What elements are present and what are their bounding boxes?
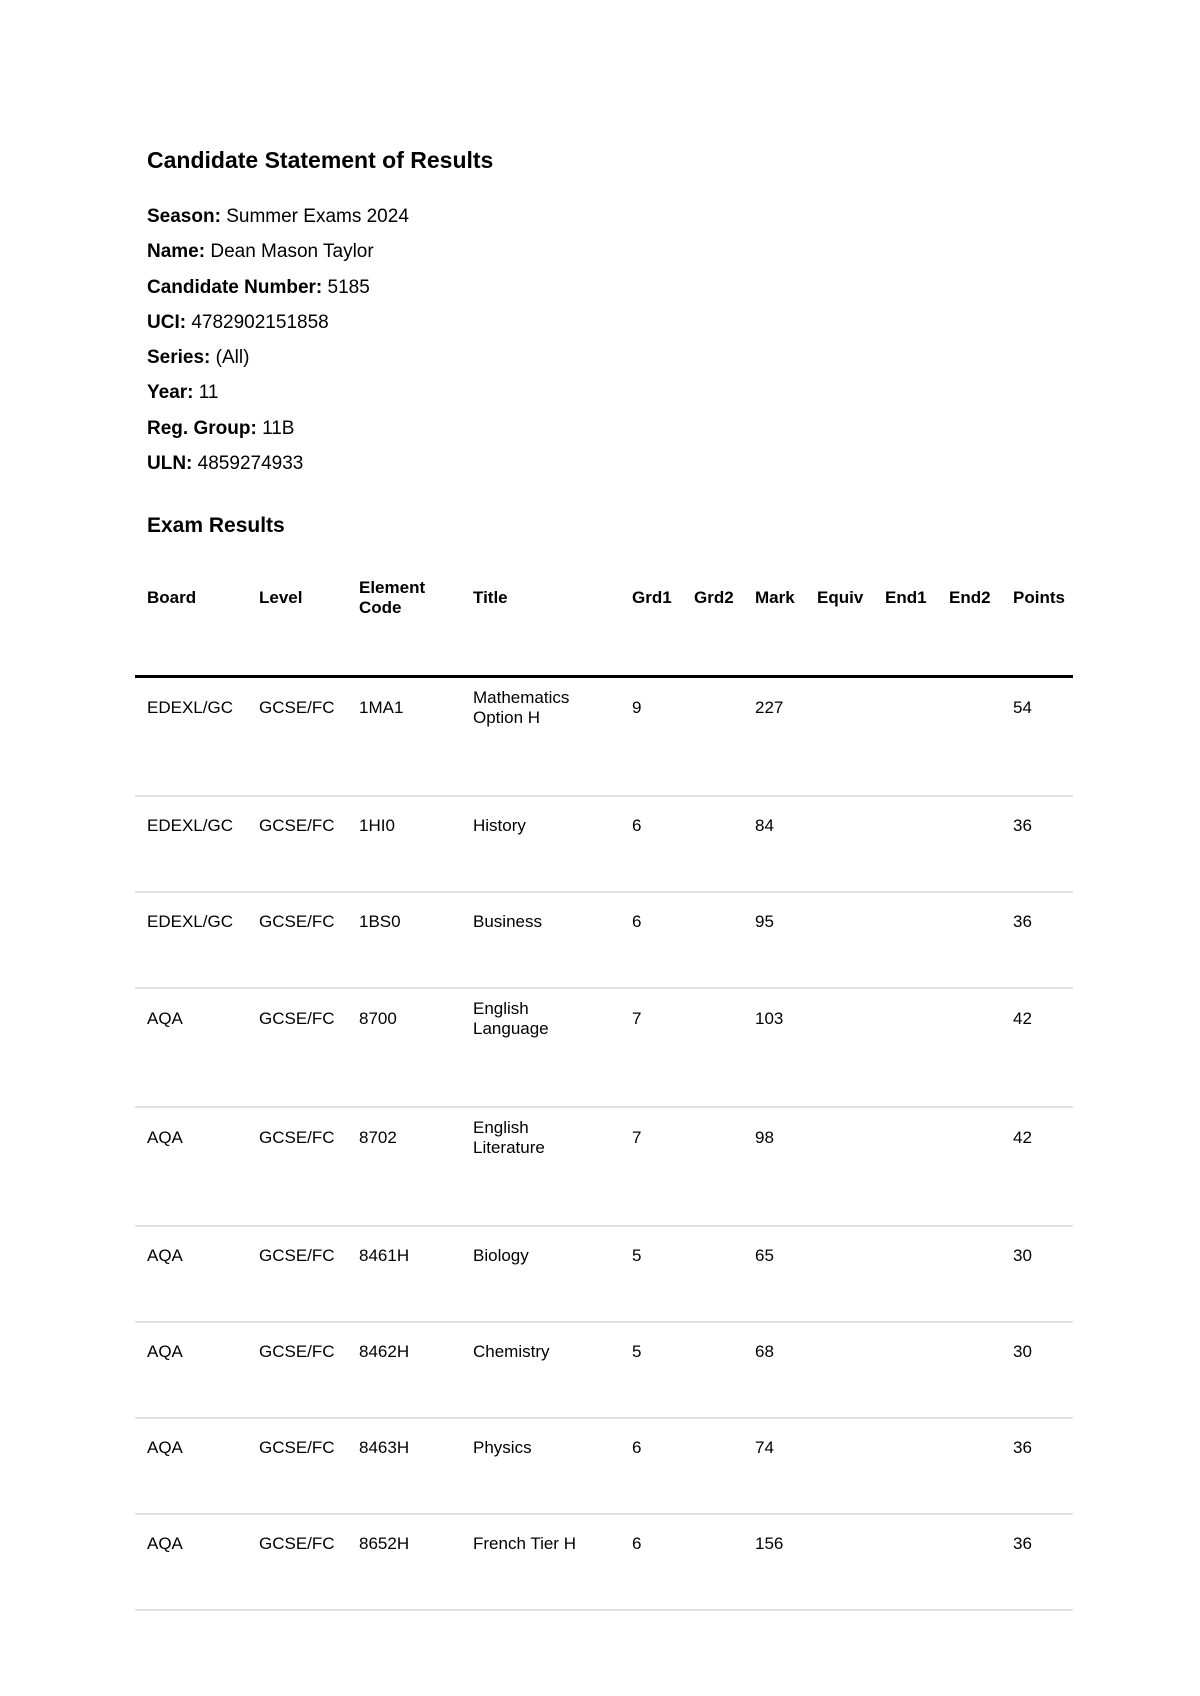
points-cell: 54: [1013, 697, 1032, 717]
column-header-title: Title: [461, 560, 620, 676]
table-row: [135, 1514, 1073, 1610]
reg-group-row: [147, 414, 409, 449]
table-row: [135, 796, 1073, 892]
end1-cell: [873, 1322, 937, 1418]
grd2-cell: [682, 1322, 743, 1418]
table-row: [135, 676, 1073, 796]
level-cell: GCSE/FC: [259, 911, 335, 931]
column-header-element-code: Element Code: [347, 560, 461, 676]
element-code-cell: 8702: [359, 1127, 397, 1147]
end2-cell: [937, 676, 1001, 796]
candidate-number-label: Candidate Number:: [147, 276, 323, 298]
board-cell: EDEXL/GC: [147, 815, 233, 835]
end2-cell: [937, 796, 1001, 892]
points-cell: 36: [1013, 911, 1032, 931]
level-cell: GCSE/FC: [259, 1127, 335, 1147]
season-row: [147, 202, 409, 237]
mark-cell: 74: [755, 1437, 774, 1457]
series-value: (All): [215, 347, 250, 369]
table-row: [135, 1322, 1073, 1418]
end1-cell: [873, 988, 937, 1107]
mark-cell: 227: [755, 697, 784, 717]
end1-cell: [873, 676, 937, 796]
title-cell: Biology: [473, 1245, 529, 1265]
points-cell: 30: [1013, 1245, 1032, 1265]
grd2-cell: [682, 988, 743, 1107]
mark-cell: 98: [755, 1127, 774, 1147]
level-cell: GCSE/FC: [259, 1437, 335, 1457]
grd1-cell: 6: [632, 815, 642, 835]
candidate-details: [147, 202, 409, 484]
reg-group-label: Reg. Group:: [147, 417, 257, 439]
exam-results-heading: Exam Results: [147, 514, 285, 537]
mark-cell: 156: [755, 1533, 784, 1553]
season-label: Season:: [147, 206, 221, 227]
board-cell: AQA: [147, 1127, 183, 1147]
title-cell: English Literature: [473, 1117, 545, 1157]
points-cell: 42: [1013, 1127, 1032, 1147]
column-header-board: Board: [135, 560, 247, 676]
column-header-grd1: Grd1: [620, 560, 682, 676]
uci-label: UCI:: [147, 311, 187, 333]
column-header-points: Points: [1001, 560, 1073, 676]
grd2-cell: [682, 1226, 743, 1322]
element-code-cell: 1BS0: [359, 911, 401, 931]
equiv-cell: [805, 988, 873, 1107]
end2-cell: [937, 1418, 1001, 1514]
mark-cell: 65: [755, 1245, 774, 1265]
end1-cell: [873, 892, 937, 988]
series-label: Series:: [147, 347, 211, 369]
element-code-cell: 8462H: [359, 1341, 410, 1361]
equiv-cell: [805, 1107, 873, 1226]
title-cell: Mathematics Option H: [473, 687, 570, 727]
grd1-cell: 6: [632, 1533, 642, 1553]
board-cell: AQA: [147, 1245, 183, 1265]
uci-row: [147, 308, 409, 343]
points-cell: 42: [1013, 1008, 1032, 1028]
equiv-cell: [805, 1322, 873, 1418]
points-cell: 36: [1013, 1533, 1032, 1553]
title-cell: Business: [473, 911, 542, 931]
exam-results-body: [135, 676, 1073, 1610]
element-code-cell: 8652H: [359, 1533, 410, 1553]
level-cell: GCSE/FC: [259, 1533, 335, 1553]
points-cell: 36: [1013, 815, 1032, 835]
title-cell: Physics: [473, 1437, 532, 1457]
equiv-cell: [805, 1418, 873, 1514]
title-cell: English Language: [473, 998, 549, 1038]
level-cell: GCSE/FC: [259, 1341, 335, 1361]
column-header-end2: End2: [937, 560, 1001, 676]
element-code-cell: 1HI0: [359, 815, 395, 835]
grd2-cell: [682, 676, 743, 796]
grd1-cell: 6: [632, 1437, 642, 1457]
table-row: [135, 988, 1073, 1107]
column-header-grd2: Grd2: [682, 560, 743, 676]
grd1-cell: 5: [632, 1245, 642, 1265]
level-cell: GCSE/FC: [259, 1245, 335, 1265]
equiv-cell: [805, 1514, 873, 1610]
name-row: [147, 237, 409, 272]
exam-results-table: [135, 560, 1073, 1611]
grd1-cell: 9: [632, 697, 642, 717]
name-label: Name:: [147, 241, 206, 263]
end1-cell: [873, 796, 937, 892]
end2-cell: [937, 1514, 1001, 1610]
uln-row: [147, 449, 409, 484]
year-value: 11: [198, 382, 219, 404]
grd1-cell: 5: [632, 1341, 642, 1361]
reg-group-value: 11B: [262, 417, 295, 439]
title-cell: French Tier H: [473, 1533, 576, 1553]
grd2-cell: [682, 1514, 743, 1610]
year-row: [147, 378, 409, 413]
page-title: Candidate Statement of Results: [147, 147, 494, 173]
mark-cell: 84: [755, 815, 774, 835]
title-cell: History: [473, 815, 526, 835]
board-cell: AQA: [147, 1437, 183, 1457]
mark-cell: 103: [755, 1008, 784, 1028]
year-label: Year:: [147, 382, 194, 404]
grd2-cell: [682, 796, 743, 892]
equiv-cell: [805, 1226, 873, 1322]
equiv-cell: [805, 892, 873, 988]
element-code-cell: 1MA1: [359, 697, 404, 717]
board-cell: EDEXL/GC: [147, 911, 233, 931]
uci-value: 4782902151858: [191, 311, 329, 333]
end2-cell: [937, 988, 1001, 1107]
table-row: [135, 1418, 1073, 1514]
column-header-equiv: Equiv: [805, 560, 873, 676]
grd1-cell: 6: [632, 911, 642, 931]
element-code-cell: 8463H: [359, 1437, 410, 1457]
points-cell: 30: [1013, 1341, 1032, 1361]
table-row: [135, 892, 1073, 988]
uln-value: 4859274933: [197, 453, 304, 475]
column-header-mark: Mark: [743, 560, 805, 676]
end2-cell: [937, 892, 1001, 988]
candidate-number-row: [147, 273, 409, 308]
mark-cell: 95: [755, 911, 774, 931]
end2-cell: [937, 1226, 1001, 1322]
board-cell: AQA: [147, 1533, 183, 1553]
end1-cell: [873, 1107, 937, 1226]
board-cell: AQA: [147, 1341, 183, 1361]
end1-cell: [873, 1514, 937, 1610]
element-code-cell: 8700: [359, 1008, 397, 1028]
grd2-cell: [682, 1418, 743, 1514]
name-value: Dean Mason Taylor: [210, 241, 374, 263]
end2-cell: [937, 1322, 1001, 1418]
grd1-cell: 7: [632, 1127, 642, 1147]
column-header-end1: End1: [873, 560, 937, 676]
table-row: [135, 1107, 1073, 1226]
equiv-cell: [805, 676, 873, 796]
grd1-cell: 7: [632, 1008, 642, 1028]
uln-label: ULN:: [147, 453, 193, 475]
end1-cell: [873, 1226, 937, 1322]
board-cell: EDEXL/GC: [147, 697, 233, 717]
candidate-number-value: 5185: [327, 276, 370, 298]
grd2-cell: [682, 1107, 743, 1226]
table-header-row: [135, 560, 1073, 676]
grd2-cell: [682, 892, 743, 988]
end1-cell: [873, 1418, 937, 1514]
points-cell: 36: [1013, 1437, 1032, 1457]
table-row: [135, 1226, 1073, 1322]
title-cell: Chemistry: [473, 1341, 550, 1361]
board-cell: AQA: [147, 1008, 183, 1028]
mark-cell: 68: [755, 1341, 774, 1361]
level-cell: GCSE/FC: [259, 1008, 335, 1028]
level-cell: GCSE/FC: [259, 815, 335, 835]
end2-cell: [937, 1107, 1001, 1226]
column-header-level: Level: [247, 560, 347, 676]
series-row: [147, 343, 409, 378]
element-code-cell: 8461H: [359, 1245, 410, 1265]
season-value: Summer Exams 2024: [226, 206, 409, 227]
equiv-cell: [805, 796, 873, 892]
level-cell: GCSE/FC: [259, 697, 335, 717]
